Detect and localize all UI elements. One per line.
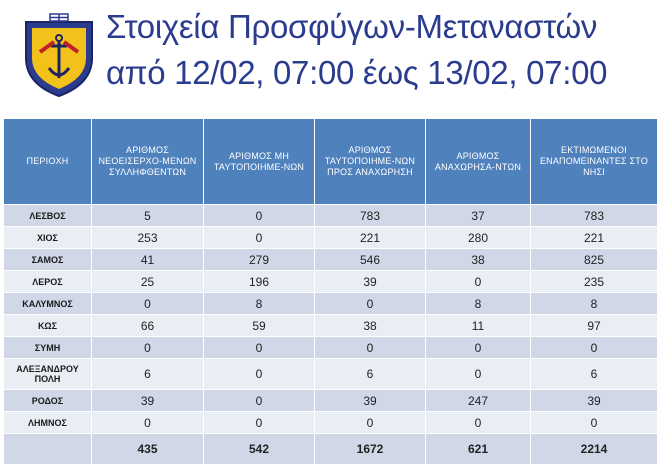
value-cell: 825 (531, 249, 658, 271)
value-cell: 0 (531, 337, 658, 359)
coast-guard-emblem-icon (22, 12, 96, 98)
region-cell: ΣΥΜΗ (4, 337, 92, 359)
value-cell: 221 (315, 227, 426, 249)
value-cell: 0 (204, 390, 315, 412)
value-cell: 38 (315, 315, 426, 337)
column-header: ΑΡΙΘΜΟΣ ΜΗ ΤΑΥΤΟΠΟΙΗΜΕ-ΝΩΝ (204, 119, 315, 205)
page-header (0, 0, 660, 110)
value-cell: 38 (426, 249, 531, 271)
total-cell: 542 (204, 434, 315, 465)
value-cell: 0 (315, 337, 426, 359)
total-cell: 1672 (315, 434, 426, 465)
table-row (4, 205, 658, 227)
value-cell: 0 (426, 412, 531, 434)
value-cell: 39 (315, 390, 426, 412)
value-cell: 39 (531, 390, 658, 412)
value-cell: 37 (426, 205, 531, 227)
column-header: ΑΡΙΘΜΟΣ ΤΑΥΤΟΠΟΙΗΜΕ-ΝΩΝ ΠΡΟΣ ΑΝΑΧΩΡΗΣΗ (315, 119, 426, 205)
table-row (4, 412, 658, 434)
table-row (4, 293, 658, 315)
value-cell: 41 (92, 249, 204, 271)
value-cell: 546 (315, 249, 426, 271)
value-cell: 253 (92, 227, 204, 249)
value-cell: 0 (92, 337, 204, 359)
value-cell: 0 (92, 412, 204, 434)
region-cell: ΚΩΣ (4, 315, 92, 337)
total-cell: 2214 (531, 434, 658, 465)
table-row (4, 337, 658, 359)
page-title: Στοιχεία Προσφύγων-Μεταναστών (106, 8, 598, 45)
value-cell: 11 (426, 315, 531, 337)
region-cell: ΧΙΟΣ (4, 227, 92, 249)
value-cell: 783 (531, 205, 658, 227)
region-cell: ΛΗΜΝΟΣ (4, 412, 92, 434)
column-header: ΑΡΙΘΜΟΣ ΝΕΟΕΙΣΕΡΧΟ-ΜΕΝΩΝ ΣΥΛΛΗΦΘΕΝΤΩΝ (92, 119, 204, 205)
date-range-subtitle: από 12/02, 07:00 έως 13/02, 07:00 (106, 54, 608, 91)
value-cell: 6 (92, 359, 204, 390)
column-header: ΠΕΡΙΟΧΗ (4, 119, 92, 205)
table-row (4, 249, 658, 271)
totals-label-cell (4, 434, 92, 465)
value-cell: 783 (315, 205, 426, 227)
table-row (4, 227, 658, 249)
value-cell: 6 (315, 359, 426, 390)
value-cell: 6 (531, 359, 658, 390)
region-cell: ΛΕΣΒΟΣ (4, 205, 92, 227)
value-cell: 66 (92, 315, 204, 337)
table-row (4, 390, 658, 412)
region-cell: ΛΕΡΟΣ (4, 271, 92, 293)
value-cell: 8 (531, 293, 658, 315)
value-cell: 59 (204, 315, 315, 337)
refugee-stats-table (3, 118, 658, 465)
totals-row (4, 434, 658, 465)
value-cell: 0 (204, 205, 315, 227)
value-cell: 39 (315, 271, 426, 293)
value-cell: 39 (92, 390, 204, 412)
region-cell: ΚΑΛΥΜΝΟΣ (4, 293, 92, 315)
value-cell: 0 (426, 359, 531, 390)
total-cell: 621 (426, 434, 531, 465)
value-cell: 8 (204, 293, 315, 315)
value-cell: 0 (426, 271, 531, 293)
value-cell: 280 (426, 227, 531, 249)
value-cell: 0 (315, 412, 426, 434)
region-cell: ΑΛΕΞΑΝΔΡΟΥ ΠΟΛΗ (4, 359, 92, 390)
value-cell: 25 (92, 271, 204, 293)
value-cell: 0 (531, 412, 658, 434)
value-cell: 0 (204, 359, 315, 390)
value-cell: 0 (315, 293, 426, 315)
value-cell: 235 (531, 271, 658, 293)
table-row (4, 315, 658, 337)
table-row (4, 359, 658, 390)
value-cell: 97 (531, 315, 658, 337)
region-cell: ΣΑΜΟΣ (4, 249, 92, 271)
table-header-row (4, 119, 658, 205)
value-cell: 0 (204, 412, 315, 434)
value-cell: 0 (204, 227, 315, 249)
value-cell: 196 (204, 271, 315, 293)
value-cell: 0 (426, 337, 531, 359)
value-cell: 279 (204, 249, 315, 271)
value-cell: 221 (531, 227, 658, 249)
value-cell: 0 (204, 337, 315, 359)
region-cell: ΡΟΔΟΣ (4, 390, 92, 412)
value-cell: 5 (92, 205, 204, 227)
value-cell: 8 (426, 293, 531, 315)
total-cell: 435 (92, 434, 204, 465)
table-row (4, 271, 658, 293)
value-cell: 0 (92, 293, 204, 315)
column-header: ΑΡΙΘΜΟΣ ΑΝΑΧΩΡΗΣΑ-ΝΤΩΝ (426, 119, 531, 205)
value-cell: 247 (426, 390, 531, 412)
column-header: ΕΚΤΙΜΩΜΕΝΟΙ ΕΝΑΠΟΜΕΙΝΑΝΤΕΣ ΣΤΟ ΝΗΣΙ (531, 119, 658, 205)
